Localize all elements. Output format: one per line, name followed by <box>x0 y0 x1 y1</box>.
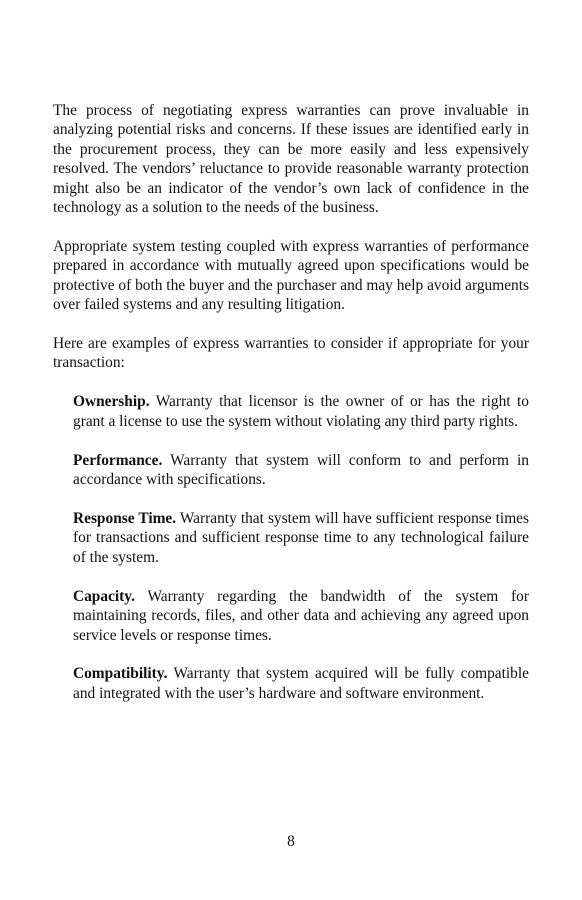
warranty-text: Warranty that system acquired will be fully compatible and integrated with the user’s hardware and software environment. <box>73 665 529 702</box>
warranty-term: Capacity. <box>73 587 135 605</box>
body-paragraph: The process of negotiating express warranties can prove invaluable in analyzing potential risks and concerns. If these issues are identified early in the procurement process, they can be more easily and less expensively resolved. The vendors’ reluctance to provide reasonable warranty protection might also be an indicator of the vendor’s own lack of confidence in the technology as a solution to the needs of the business. <box>53 102 529 217</box>
warranty-item-compatibility <box>73 664 529 703</box>
warranty-text: Warranty that system will conform to and perform in accordance with specifications. <box>73 451 529 489</box>
warranty-term: Performance. <box>73 451 163 469</box>
body-paragraph: Appropriate system testing coupled with express warranties of performance prepared in accordance with mutually agreed upon specifications would be protective of both the buyer and the purchaser and may help avoid arguments over failed systems and any resulting litigation. <box>53 237 529 314</box>
warranty-item-response-time <box>73 509 529 567</box>
warranty-item-performance <box>73 451 529 490</box>
warranty-term: Response Time. <box>73 510 177 527</box>
page-number: 8 <box>287 833 295 850</box>
warranty-text: Warranty that system will have sufficient response times for transactions and sufficient response time to any technological failure of the system. <box>73 510 529 566</box>
warranty-text: Warranty regarding the bandwidth of the system for maintaining records, files, and other data and achieving any agreed upon service levels or response times. <box>73 587 529 644</box>
page-body <box>53 101 529 723</box>
warranty-text: Warranty that licensor is the owner of or has the right to grant a license to use the system without violating any third party rights. <box>73 393 529 430</box>
warranty-item-ownership <box>73 392 529 431</box>
warranty-term: Compatibility. <box>73 665 168 683</box>
warranty-term: Ownership. <box>73 393 150 411</box>
warranty-item-capacity <box>73 587 529 645</box>
list-intro: Here are examples of express warranties to consider if appropriate for your transaction: <box>53 335 529 372</box>
